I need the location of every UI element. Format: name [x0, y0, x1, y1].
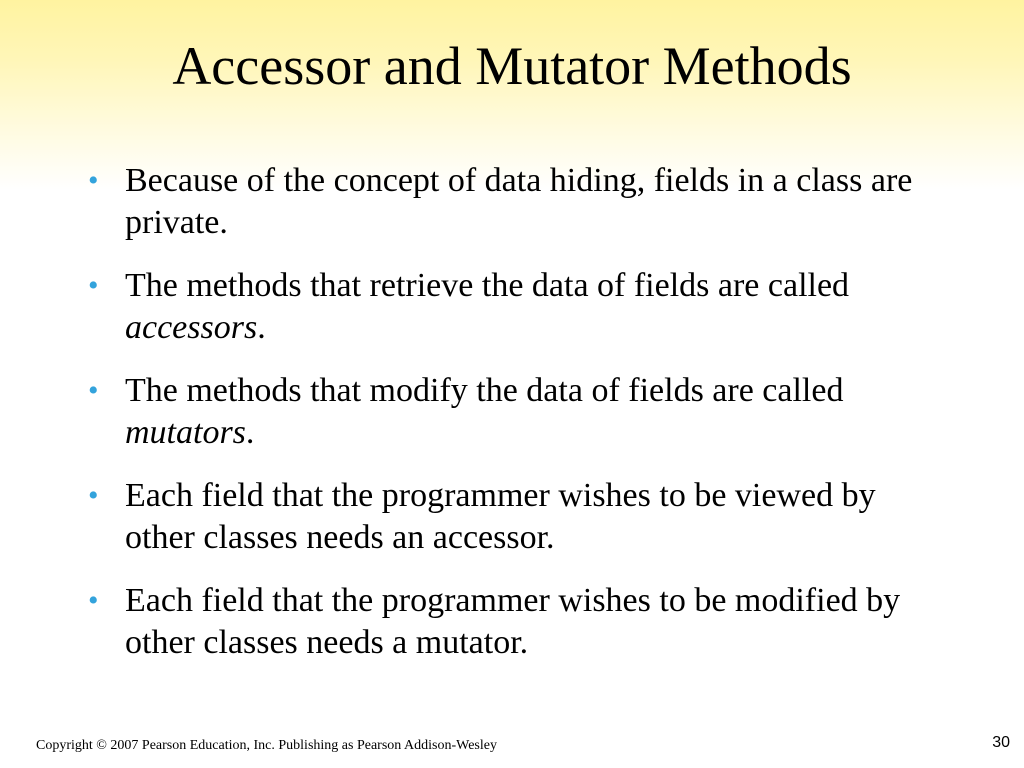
slide-number: 30 — [992, 734, 1010, 751]
bullet-text: The methods that modify the data of fields are called — [125, 372, 844, 409]
bullet-item-mutator-need — [88, 580, 948, 664]
slide-title: Accessor and Mutator Methods — [172, 36, 852, 96]
bullet-item-data-hiding — [88, 160, 948, 244]
bullet-item-accessors — [88, 265, 948, 349]
bullet-text-end: . — [257, 309, 266, 346]
bullet-text: Because of the concept of data hiding, fields in a class are private. — [125, 162, 913, 241]
copyright-notice: Copyright © 2007 Pearson Education, Inc. Publishing as Pearson Addison-Wesley — [36, 738, 497, 753]
bullet-icon: • — [88, 164, 99, 197]
bullet-text-end: . — [245, 414, 255, 451]
accessors-term: accessors — [125, 309, 258, 346]
bullet-icon: • — [88, 269, 99, 302]
bullet-text: Each field that the programmer wishes to be viewed by other classes needs an accessor. — [125, 477, 876, 556]
bullet-text: Each field that the programmer wishes to be modified by other classes needs a mutator. — [125, 582, 901, 661]
bullet-list — [88, 160, 948, 685]
bullet-item-mutators — [88, 370, 948, 454]
bullet-icon: • — [88, 374, 99, 407]
bullet-text: The methods that retrieve the data of fields are called — [125, 267, 850, 304]
mutators-term: mutators — [125, 414, 246, 451]
bullet-icon: • — [88, 479, 99, 512]
bullet-icon: • — [88, 584, 99, 617]
bullet-item-accessor-need — [88, 475, 948, 559]
